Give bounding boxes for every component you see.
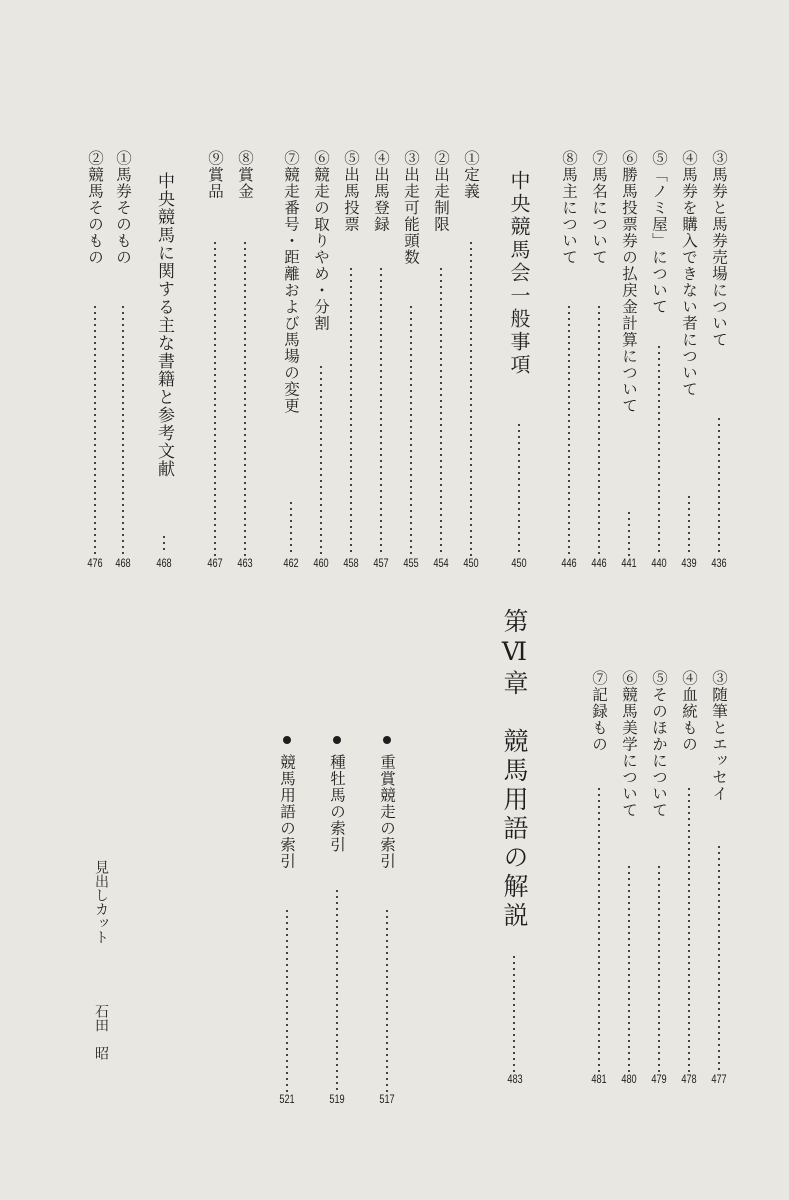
page-number: 477 [711,1074,727,1086]
dot-leader [568,304,570,556]
entry-title: ④出馬登録 [372,150,390,233]
page-number: 446 [561,558,577,570]
dot-leader [380,266,382,556]
dot-leader [163,534,165,554]
entry-title: 重賞競走の索引 [378,754,396,870]
credit-name: 石田 昭 [93,1004,109,1060]
page-number: 463 [237,558,253,570]
page-number: 462 [283,558,299,570]
entry-title: ①馬券そのもの [114,150,132,266]
entry-title: 競馬用語の索引 [278,754,296,870]
dot-leader [598,304,600,556]
page-number: 439 [681,558,697,570]
dot-leader [214,240,216,556]
dot-leader [286,908,288,1092]
dot-leader [94,304,96,556]
entry-title: ⑧馬主について [560,150,578,266]
entry-title: ⑤出馬投票 [342,150,360,233]
page-number: 460 [313,558,329,570]
page-number: 446 [591,558,607,570]
page-number: 455 [403,558,419,570]
page-number: 450 [511,558,527,570]
dot-leader [290,500,292,556]
dot-leader [122,304,124,556]
page-number: 480 [621,1074,637,1086]
dot-leader [336,888,338,1092]
entry-title: ⑤「ノミ屋」について [650,150,668,315]
entry-title: ⑥勝馬投票券の払戻金計算について [620,150,638,414]
page-number: 476 [87,558,103,570]
entry-title: ④血統もの [680,670,698,753]
entry-title: ③随筆とエッセイ [710,670,728,802]
page-number: 481 [591,1074,607,1086]
bullet-icon [333,736,341,744]
dot-leader [598,786,600,1072]
dot-leader [718,416,720,556]
dot-leader [518,422,520,556]
entry-title: ⑦記録もの [590,670,608,753]
dot-leader [440,266,442,556]
page-number: 436 [711,558,727,570]
entry-title: ⑦競走番号・距離および馬場の変更 [282,150,300,414]
dot-leader [386,908,388,1092]
page-number: 483 [507,1074,523,1086]
dot-leader [628,510,630,556]
page-number: 517 [379,1094,395,1106]
dot-leader [688,786,690,1072]
dot-leader [350,266,352,556]
section-heading-title: 中央競馬に関する主な書籍と参考文献 [154,172,174,478]
entry-title: ⑥競走の取りやめ・分割 [312,150,330,332]
dot-leader [320,364,322,556]
page-number: 454 [433,558,449,570]
dot-leader [658,344,660,556]
dot-leader [410,304,412,556]
entry-title: ⑤そのほかについて [650,670,668,819]
page-number: 441 [621,558,637,570]
page-number: 450 [463,558,479,570]
page-number: 519 [329,1094,345,1106]
entry-title: ③出走可能頭数 [402,150,420,266]
dot-leader [513,954,515,1072]
bullet-icon [283,736,291,744]
chapter-title: 第Ⅵ章 競馬用語の解説 [500,608,529,931]
page-number: 521 [279,1094,295,1106]
entry-title: ①定義 [462,150,480,200]
entry-title: ③馬券と馬券売場について [710,150,728,348]
entry-title: ⑦馬名について [590,150,608,266]
credit-label: 見出しカット [93,860,109,944]
page-number: 440 [651,558,667,570]
dot-leader [688,494,690,556]
page-number: 468 [115,558,131,570]
dot-leader [470,240,472,556]
entry-title: 種牡馬の索引 [328,754,346,853]
dot-leader [244,240,246,556]
bullet-icon [383,736,391,744]
entry-title: ⑨賞品 [206,150,224,200]
page-number: 467 [207,558,223,570]
entry-title: ②競馬そのもの [86,150,104,266]
entry-title: ⑥競馬美学について [620,670,638,819]
entry-title: ②出走制限 [432,150,450,233]
section-heading-title: 中央競馬会一般事項 [507,170,531,377]
page-number: 468 [156,558,172,570]
entry-title: ④馬券を購入できない者について [680,150,698,398]
dot-leader [628,864,630,1072]
entry-title: ⑧賞金 [236,150,254,200]
page-number: 457 [373,558,389,570]
dot-leader [718,844,720,1072]
dot-leader [658,864,660,1072]
page-number: 458 [343,558,359,570]
page-number: 478 [681,1074,697,1086]
page-number: 479 [651,1074,667,1086]
